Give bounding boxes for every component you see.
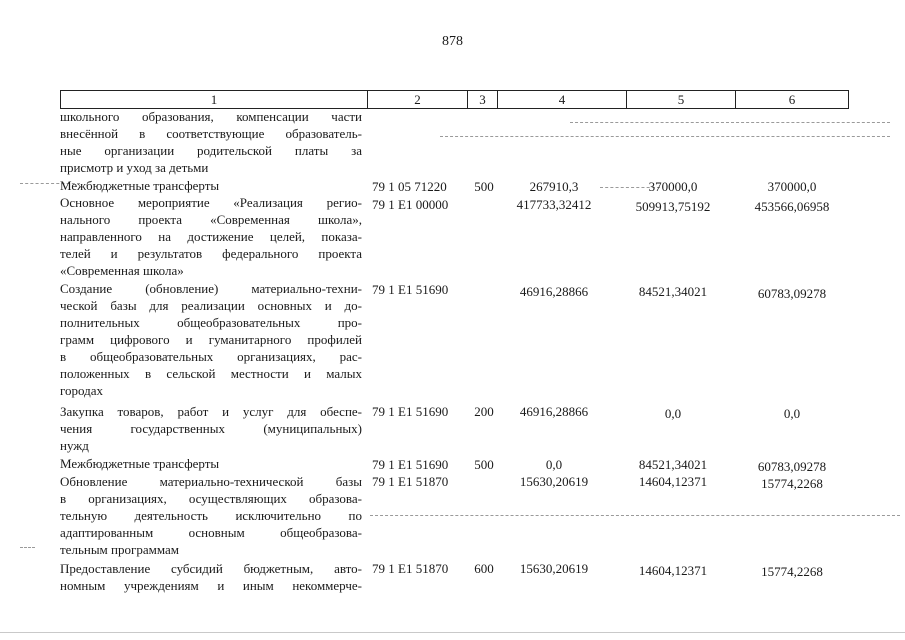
scan-edge-line [0,632,905,633]
row-7-code: 79 1 E1 51870 [372,561,449,576]
header-col-3: 3 [468,91,498,108]
row-3-value-6: 60783,09278 [757,286,827,301]
row-3-desc-line-6: городах [60,383,104,398]
row-2-desc-line-3: телей и результатов федерального проекта [60,246,362,261]
row-3-value-4: 46916,28866 [519,284,589,299]
row-2-code: 79 1 E1 00000 [372,197,449,212]
row-5-value-5: 84521,34021 [638,457,708,472]
row-4-code: 79 1 E1 51690 [372,404,449,419]
row-3-desc-line-5: положенных в сельской местности и малых [60,366,362,381]
row-2-desc-line-4: «Современная школа» [60,263,184,278]
row-7-value-5: 14604,12371 [638,563,708,578]
row-2-desc-line-1: нального проекта «Современная школа», [60,212,362,227]
row-4-desc-line-2: нужд [60,438,89,453]
row-1-value-4: 267910,3 [529,179,579,194]
row-0-desc-line-2: ные организации родительской платы за [60,143,362,158]
row-6-desc-line-4: тельным программам [60,542,179,557]
row-2-value-5: 509913,75192 [635,199,711,214]
row-2-desc-line-2: направленного на достижение целей, показа- [60,229,362,244]
row-5-code: 79 1 E1 51690 [372,457,449,472]
header-col-4: 4 [498,91,627,108]
row-1-code: 79 1 05 71220 [372,179,447,194]
row-0-desc-line-1: внесённой в соответствующие образователь- [60,126,362,141]
row-6-value-5: 14604,12371 [638,474,708,489]
row-2-value-6: 453566,06958 [754,199,830,214]
row-6-value-6: 15774,2268 [761,476,823,491]
row-3-desc-line-3: грамм цифрового и гуманитарного профилей [60,332,362,347]
row-0-desc-line-0: школьного образования, компенсации части [60,109,362,124]
row-3-value-5: 84521,34021 [638,284,708,299]
scan-artifact-line [20,547,35,548]
header-col-1: 1 [61,91,368,108]
header-col-6: 6 [788,92,796,107]
row-6-code: 79 1 E1 51870 [372,474,449,489]
row-5-value-4: 0,0 [545,457,563,472]
row-1-vr: 500 [474,179,494,194]
header-col-5: 5 [627,91,736,108]
row-0-desc-line-3: присмотр и уход за детьми [60,160,209,175]
row-7-value-6: 15774,2268 [761,564,823,579]
row-4-vr: 200 [474,404,494,419]
row-4-desc-line-1: чения государственных (муниципальных) [60,421,362,436]
row-1-value-6: 370000,0 [767,179,817,194]
row-7-desc-line-0: Предоставление субсидий бюджетным, авто- [60,561,362,576]
row-5-vr: 500 [474,457,494,472]
row-5-desc-line-0: Межбюджетные трансферты [60,456,220,471]
row-6-desc-line-3: адаптированным основным общеобразова- [60,525,362,540]
row-4-value-5: 0,0 [664,406,682,421]
row-7-vr: 600 [474,561,494,576]
row-3-desc-line-1: ческой базы для реализации основных и до- [60,298,362,313]
row-7-value-4: 15630,20619 [519,561,589,576]
row-3-desc-line-4: в общеобразовательных организациях, рас- [60,349,362,364]
row-7-desc-line-1: номным учреждениям и иным некоммерче- [60,578,362,593]
row-6-value-4: 15630,20619 [519,474,589,489]
row-5-value-6: 60783,09278 [757,459,827,474]
row-3-code: 79 1 E1 51690 [372,282,449,297]
row-4-value-4: 46916,28866 [519,404,589,419]
row-4-value-6: 0,0 [783,406,801,421]
row-6-desc-line-2: тельную деятельность исключительно по [60,508,362,523]
row-2-value-4: 417733,32412 [516,197,592,212]
row-2-desc-line-0: Основное мероприятие «Реализация регио- [60,195,362,210]
row-6-desc-line-0: Обновление материально-технической базы [60,474,362,489]
scan-artifact-line [570,122,890,123]
row-3-desc-line-2: полнительных общеобразовательных про- [60,315,362,330]
header-col-2: 2 [368,91,468,108]
table-header [60,90,849,109]
row-1-desc-line-0: Межбюджетные трансферты [60,178,220,193]
row-4-desc-line-0: Закупка товаров, работ и услуг для обеспе- [60,404,362,419]
row-3-desc-line-0: Создание (обновление) материально-техни- [60,281,362,296]
page-number: 878 [442,34,463,49]
scan-artifact-line [440,136,890,137]
row-6-desc-line-1: в организациях, осуществляющих образова- [60,491,362,506]
row-1-value-5: 370000,0 [648,179,698,194]
scan-artifact-line [370,515,900,516]
